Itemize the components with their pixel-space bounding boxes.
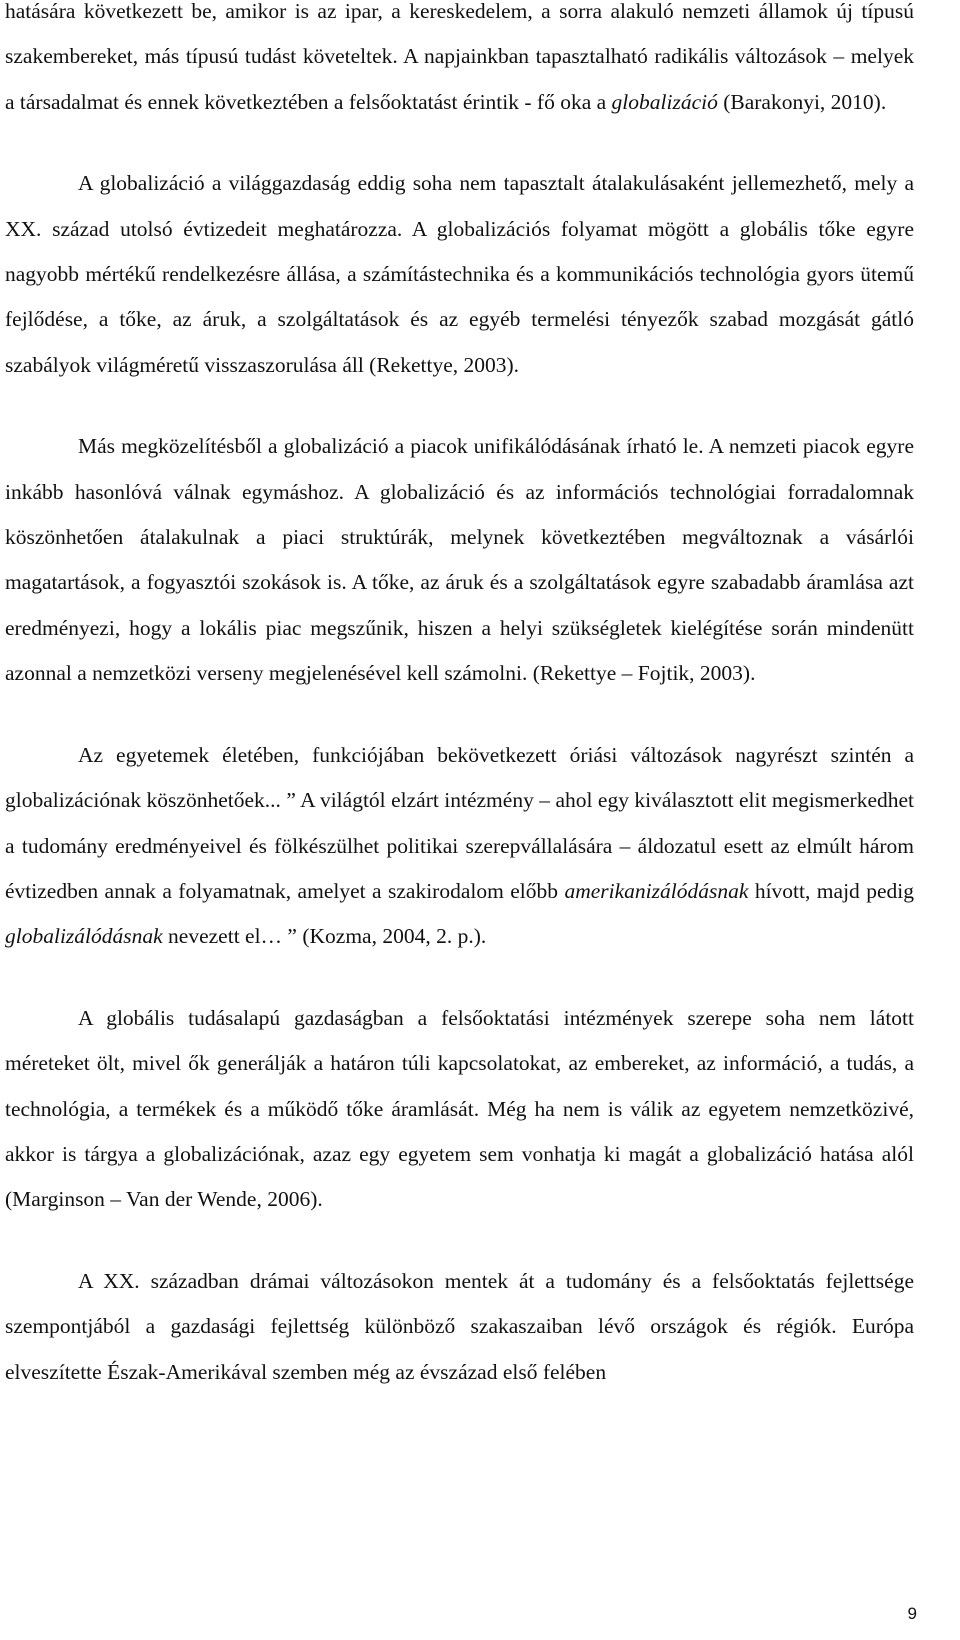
- paragraph-gap: [5, 125, 914, 161]
- paragraph-globalization-definition: A globalizáció a világgazdaság eddig soha nem tapasztalt átalakulásaként jellemezhető, mely a XX. század utolsó évtizedeit meghatározza. A globalizációs folyamat mögött a globális tőke egyre nagyobb mértékű rendelkezésre állása, a számítástechnika és a kommunikációs technológia gyors ütemű fejlődése, a tőke, az áruk, a szolgáltatások és az egyéb termelési tényezők szabad mozgását gátló szabályok világméretű visszaszorulása áll (Rekettye, 2003).: [5, 171, 914, 377]
- paragraph-1-text: hatására következett be, amikor is az ipar, a kereskedelem, a sorra alakuló nemzeti államok új típusú szakembereket, más típusú tudást követeltek. A napjainkban tapasztalható radikális változások – melyek a társadalmat és ennek következtében a felsőoktatást érintik - fő oka a: [5, 0, 914, 114]
- paragraph-1-citation: (Barakonyi, 2010).: [717, 89, 887, 114]
- paragraph-gap: [5, 697, 914, 733]
- paragraph-4-text-3: nevezett el… ” (Kozma, 2004, 2. p.).: [162, 924, 487, 949]
- paragraph-gap: [5, 388, 914, 424]
- paragraph-universities-quote: [5, 733, 914, 960]
- page-number: 9: [907, 1604, 917, 1623]
- paragraph-gap: [5, 1223, 914, 1259]
- emphasis-globalizacio: globalizáció: [611, 89, 718, 114]
- paragraph-continuation: [5, 0, 914, 125]
- paragraph-4-text-2: hívott, majd pedig: [748, 878, 914, 903]
- emphasis-globalizalodasnak: globalizálódásnak: [5, 924, 163, 949]
- paragraph-gap: [5, 960, 914, 996]
- emphasis-amerikanizalodasnak: amerikanizálódásnak: [564, 878, 749, 903]
- paragraph-twentieth-century: A XX. században drámai változásokon mentek át a tudomány és a felsőoktatás fejlettsége szempontjából a gazdasági fejlettség különböző szakaszaiban lévő országok és régiók. Európa elveszítette Észak-Amerikával szemben még az évszázad első felében: [5, 1268, 914, 1384]
- paragraph-market-unification: Más megközelítésből a globalizáció a piacok unifikálódásának írható le. A nemzeti piacok egyre inkább hasonlóvá válnak egymáshoz. A globalizáció és az információs technológiai forradalomnak köszönhetően átalakulnak a piaci struktúrák, melynek következtében megváltoznak a vásárlói magatartások, a fogyasztói szokások is. A tőke, az áruk és a szolgáltatások egyre szabadabb áramlása azt eredményezi, hogy a lokális piac megszűnik, hiszen a helyi szükségletek kielégítése során mindenütt azonnal a nemzetközi verseny megjelenésével kell számolni. (Rekettye – Fojtik, 2003).: [5, 434, 914, 686]
- paragraph-knowledge-economy: A globális tudásalapú gazdaságban a felsőoktatási intézmények szerepe soha nem látott méreteket ölt, mivel ők generálják a határon túli kapcsolatokat, az embereket, az információ, a tudás, a technológia, a termékek és a működő tőke áramlását. Még ha nem is válik az egyetem nemzetközivé, akkor is tárgya a globalizációnak, azaz egy egyetem sem vonhatja ki magát a globalizáció hatása alól (Marginson – Van der Wende, 2006).: [5, 1005, 914, 1212]
- paragraph-4-text-1: Az egyetemek életében, funkciójában bekövetkezett óriási változások nagyrészt szintén a globalizációnak köszönhetőek... ” A világtól elzárt intézmény – ahol egy kiválasztott elit megismerkedhet a tudomány eredményeivel és fölkészülhet politikai szerepvállalására – áldozatul esett az elmúlt három évtizedben annak a folyamatnak, amelyet a szakirodalom előbb: [5, 742, 914, 903]
